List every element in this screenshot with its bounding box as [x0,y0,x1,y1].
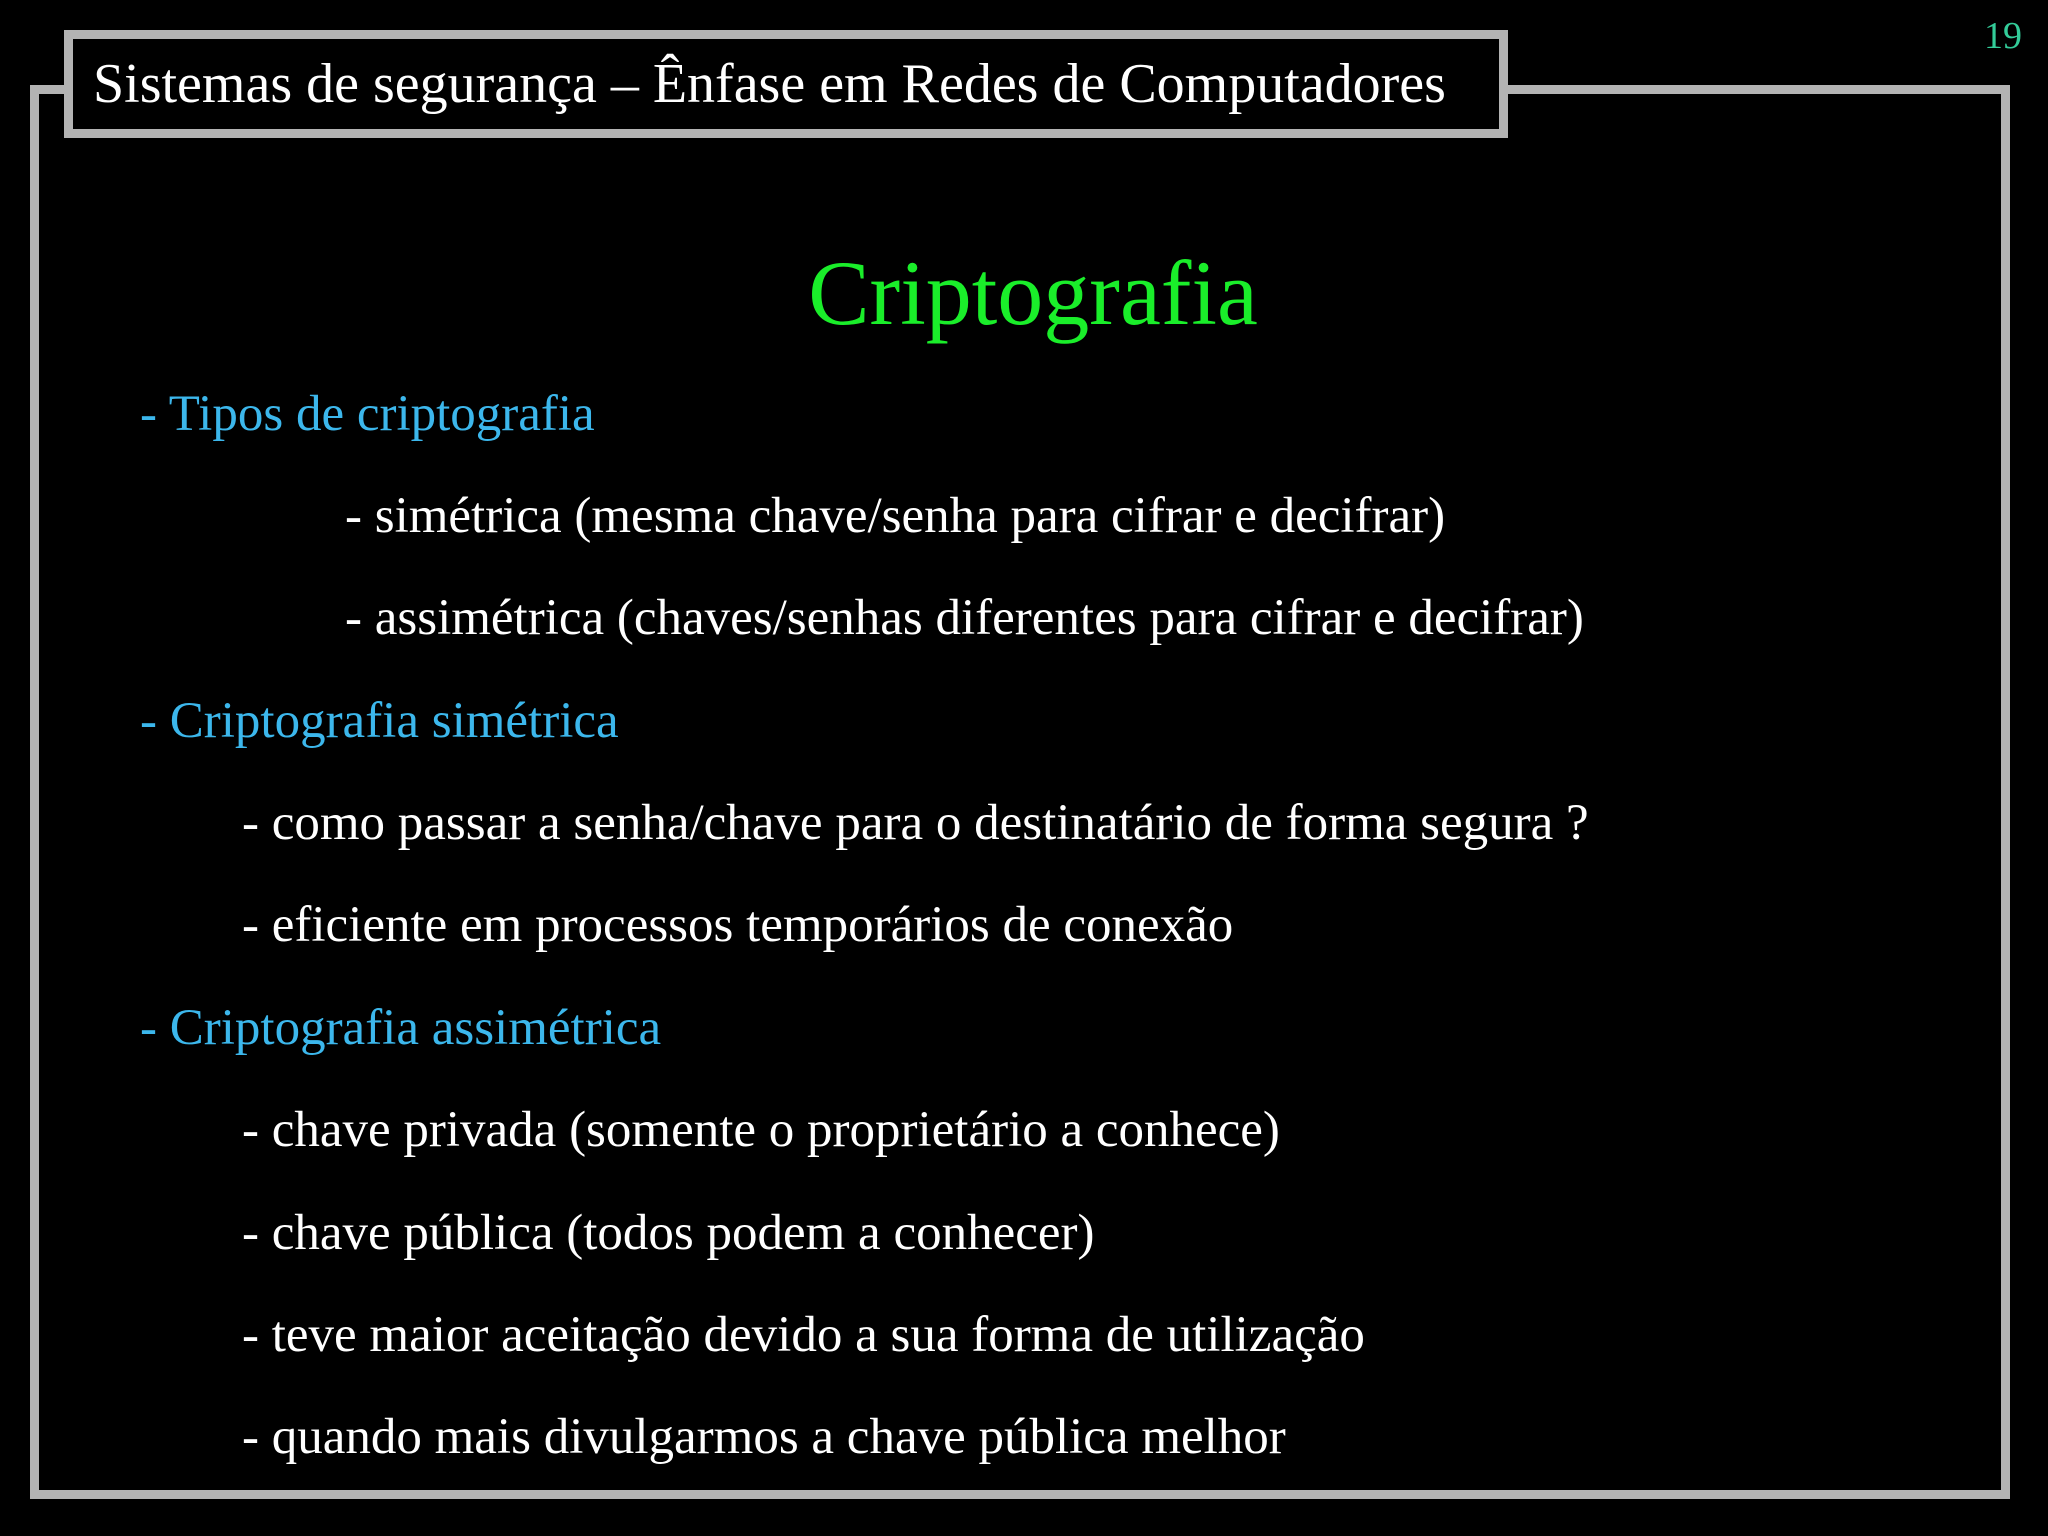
item-eficiente: - eficiente em processos temporários de conexão [242,897,1234,953]
page-number: 19 [1984,15,2022,57]
item-aceitacao: - teve maior aceitação devido a sua forma de utilização [242,1307,1365,1363]
heading-assimetrica: - Criptografia assimétrica [140,1000,662,1056]
header-box [64,30,1508,138]
header-title: Sistemas de segurança – Ênfase em Redes de Computadores [93,53,1446,115]
heading-tipos: - Tipos de criptografia [140,386,595,442]
item-chave-privada: - chave privada (somente o proprietário a conhece) [242,1102,1280,1158]
item-simetrica: - simétrica (mesma chave/senha para cifrar e decifrar) [345,488,1446,544]
item-passar-senha: - como passar a senha/chave para o destinatário de forma segura ? [242,795,1589,851]
heading-simetrica: - Criptografia simétrica [140,693,619,749]
item-divulgar: - quando mais divulgarmos a chave pública melhor [242,1409,1286,1465]
item-chave-publica: - chave pública (todos podem a conhecer) [242,1205,1095,1261]
item-assimetrica: - assimétrica (chaves/senhas diferentes para cifrar e decifrar) [345,590,1584,646]
slide-title: Criptografia [808,242,1258,344]
